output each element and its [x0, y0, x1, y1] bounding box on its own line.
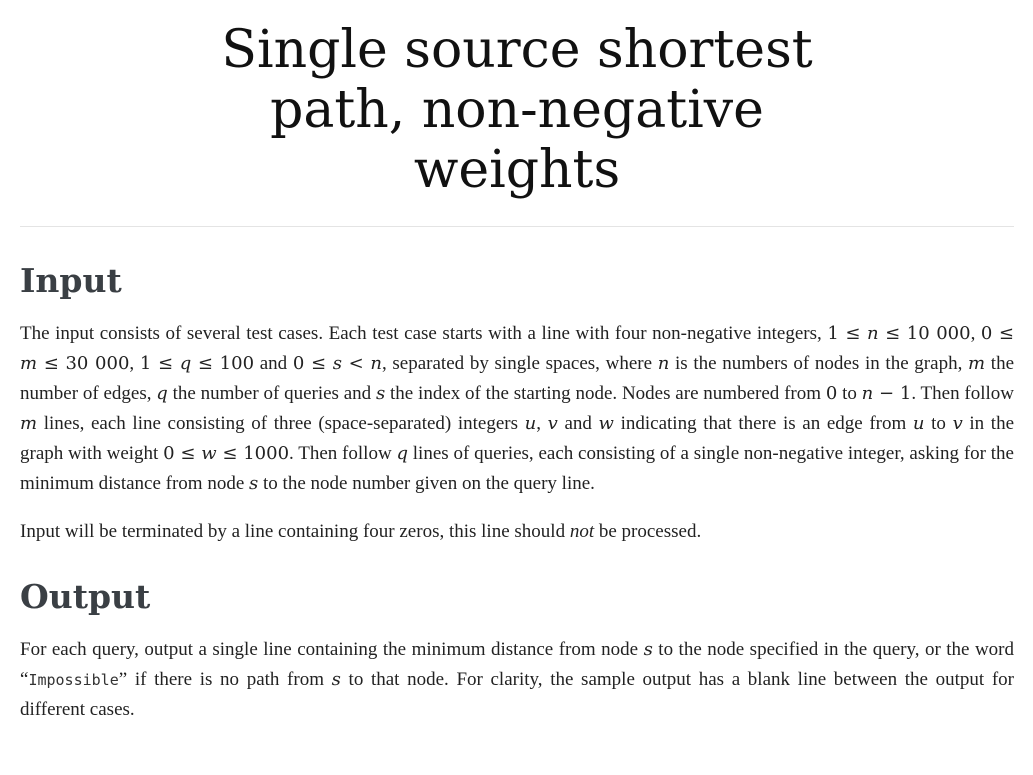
text: to: [924, 413, 953, 434]
text: and: [254, 353, 293, 374]
text: For each query, output a single line containing the minimum distance from node: [20, 639, 644, 660]
math-variable: s: [332, 353, 342, 374]
math-op: ≤: [216, 443, 244, 464]
math-variable: s: [331, 669, 341, 690]
text: is the numbers of nodes in the graph,: [669, 353, 969, 374]
text: to that node. For clarity, the sample output has a blank line between the output for different cases.: [20, 669, 1014, 720]
emphasis: not: [569, 521, 595, 542]
math-op: ≤: [838, 323, 867, 344]
input-paragraph-1: [20, 319, 1014, 499]
math-variable: w: [201, 443, 217, 464]
text: and: [557, 413, 599, 434]
math-variable: m: [20, 353, 38, 374]
math-variable: u: [912, 413, 925, 434]
text: the number of queries and: [167, 383, 376, 404]
math-variable: n: [867, 323, 879, 344]
math-number: 0: [825, 383, 838, 404]
text: lines of queries, each consisting of a single non-negative integer, asking for the minimum distance from node: [20, 443, 1014, 494]
math-op: ≤: [191, 353, 220, 374]
input-paragraph-2: [20, 517, 1014, 547]
text: , separated by single spaces, where: [381, 353, 658, 374]
math-variable: q: [156, 383, 168, 404]
math-variable: s: [249, 473, 259, 494]
math-variable: w: [598, 413, 614, 434]
math-number: 1: [827, 323, 839, 344]
math-variable: v: [952, 413, 963, 434]
math-op: ≤: [151, 353, 180, 374]
math-variable: q: [396, 443, 408, 464]
text: ,: [536, 413, 548, 434]
math-expression: − 1: [873, 383, 912, 404]
math-op: ≤: [878, 323, 907, 344]
math-number: 1: [139, 353, 152, 374]
math-number: 30 000: [65, 353, 130, 374]
text: to the node number given on the query line.: [258, 473, 595, 494]
text: ,: [970, 323, 981, 344]
math-op: ≤: [304, 353, 333, 374]
text: ,: [129, 353, 140, 374]
code-literal: Impossible: [28, 671, 119, 689]
text: ” if there is no path from: [118, 669, 332, 690]
math-variable: v: [547, 413, 558, 434]
text: The input consists of several test cases. Each test case starts with a line with four non-negative integers,: [20, 323, 828, 344]
problem-page: [20, 0, 1014, 725]
output-section: [20, 579, 1014, 725]
math-variable: n: [861, 383, 874, 404]
math-op: <: [341, 353, 371, 374]
text: be processed.: [594, 521, 702, 542]
math-variable: n: [657, 353, 670, 374]
text: to the node specified in the query, or the word “: [20, 639, 1015, 690]
text: . Then follow: [289, 443, 397, 464]
text: indicating that there is an edge from: [613, 413, 913, 434]
math-variable: q: [179, 353, 192, 374]
input-section: [20, 263, 1014, 547]
text: . Then follow: [911, 383, 1014, 404]
text: the index of the starting node. Nodes are numbered from: [385, 383, 826, 404]
title-divider: [20, 226, 1014, 227]
math-number: 100: [219, 353, 255, 374]
output-paragraph-1: [20, 635, 1014, 725]
text: in the graph with weight: [20, 413, 1015, 464]
math-number: 10 000: [906, 323, 971, 344]
math-op: ≤: [992, 323, 1015, 344]
math-number: 0: [980, 323, 993, 344]
text: the number of edges,: [20, 353, 1014, 404]
math-variable: n: [370, 353, 382, 374]
math-variable: s: [643, 639, 653, 660]
math-variable: m: [20, 413, 38, 434]
math-op: ≤: [37, 353, 66, 374]
math-number: 0: [163, 443, 175, 464]
math-variable: m: [968, 353, 986, 374]
page-title: Single source shortest path, non-negative weights: [221, 20, 813, 200]
math-variable: u: [524, 413, 537, 434]
input-heading: Input: [20, 261, 122, 300]
math-variable: s: [375, 383, 386, 404]
math-number: 1000: [243, 443, 290, 464]
text: lines, each line consisting of three (space-separated) integers: [37, 413, 525, 434]
math-op: ≤: [174, 443, 202, 464]
math-number: 0: [292, 353, 305, 374]
text: to: [837, 383, 862, 404]
output-heading: Output: [20, 577, 151, 616]
text: Input will be terminated by a line containing four zeros, this line should: [20, 521, 570, 542]
